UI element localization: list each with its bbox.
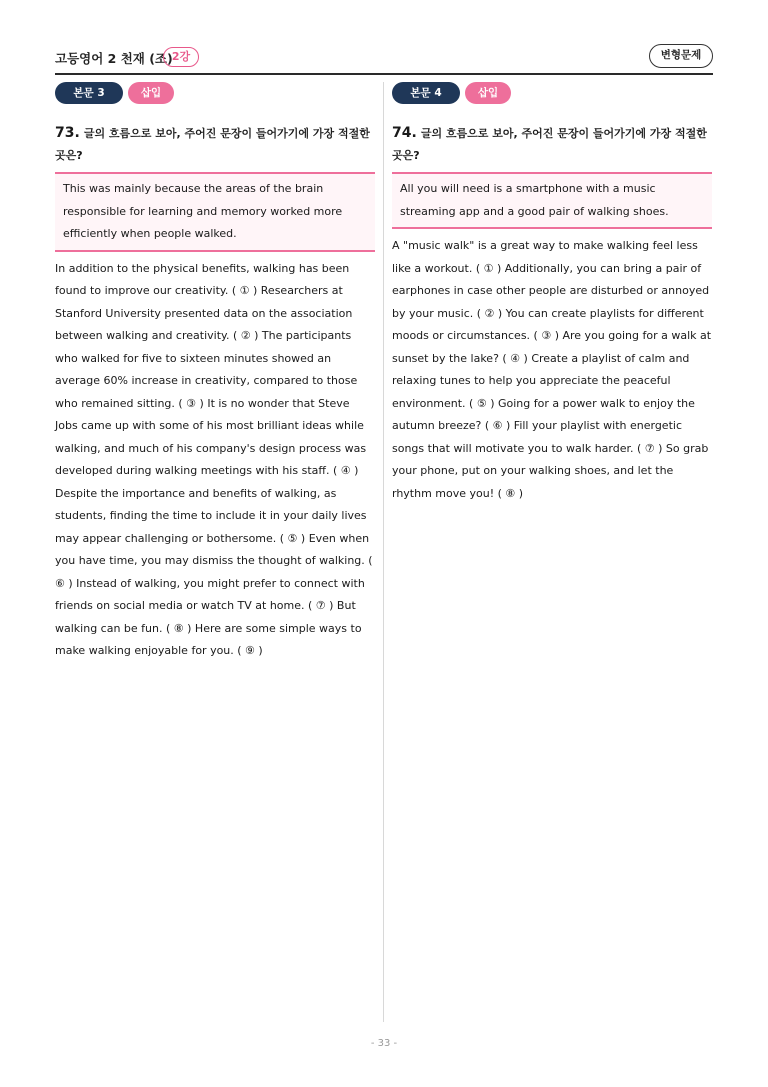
passage-text: In addition to the physical benefits, walking has been found to improve our creativity. ( ① ) Researchers at Stanford University presented data on the association between walking and creativity. ( ② ) The participants who walked for five to sixteen minutes showed an average 60% increase in creativity, compared to those who remained sitting. ( ③ ) It is no wonder that Steve Jobs came up with some of his most brilliant ideas while walking, and much of his company's design process was developed during walking meetings with his staff. ( ④ ) Despite the importance and benefits of walking, as students, finding the time to include it in your daily lives may appear challenging or bothersome. ( ⑤ ) Even when you have time, you may dismiss the thought of walking. ( ⑥ ) Instead of walking, you might prefer to connect with friends on social media or watch TV at home. ( ⑦ ) But walking can be fun. ( ⑧ ) Here are some simple ways to make walking enjoyable for you. ( ⑨ ) [55, 261, 373, 657]
category-tag: 삽입 [128, 82, 174, 104]
question-text: 글의 흐름으로 보아, 주어진 문장이 들어가기에 가장 적절한 곳은? [392, 127, 707, 162]
header-divider [55, 73, 713, 75]
question-number: 74. [392, 125, 417, 141]
given-sentence-box: All you will need is a smartphone with a music streaming app and a good pair of walking shoes. [392, 172, 712, 229]
category-tag: 삽입 [465, 82, 511, 104]
tag-row [392, 82, 712, 104]
passage-text: A "music walk" is a great way to make walking feel less like a workout. ( ① ) Additionally, you can bring a pair of earphones in case other people are disturbed or annoyed by your music. ( ② ) You can create playlists for different moods or circumstances. ( ③ ) Are you going for a walk at sunset by the lake? ( ④ ) Create a playlist of calm and relaxing tunes to help you appreciate the peaceful environment. ( ⑤ ) Going for a power walk to enjoy the autumn breeze? ( ⑥ ) Fill your playlist with energetic songs that will motivate you to walk harder. ( ⑦ ) So grab your phone, put on your walking shoes, and let the rhythm move you! ( ⑧ ) [392, 239, 712, 500]
section-tag: 본문 3 [55, 82, 123, 104]
page-number: - 33 - [370, 1038, 398, 1049]
lesson-badge: 2강 [163, 47, 199, 67]
question-prompt [55, 122, 375, 167]
given-sentence-box: This was mainly because the areas of the brain responsible for learning and memory worked more efficiently when people walked. [55, 172, 375, 252]
section-tag: 본문 4 [392, 82, 460, 104]
question-type-badge: 변형문제 [649, 44, 713, 68]
page-header [55, 44, 713, 74]
question-prompt [392, 122, 712, 167]
tag-row [55, 82, 375, 104]
question-73-column [55, 82, 375, 663]
question-text: 글의 흐름으로 보아, 주어진 문장이 들어가기에 가장 적절한 곳은? [55, 127, 370, 162]
question-74-column [392, 82, 712, 505]
question-number: 73. [55, 125, 80, 141]
document-title: 고등영어 2 천재 (조) [55, 51, 173, 66]
column-divider [383, 82, 384, 1022]
